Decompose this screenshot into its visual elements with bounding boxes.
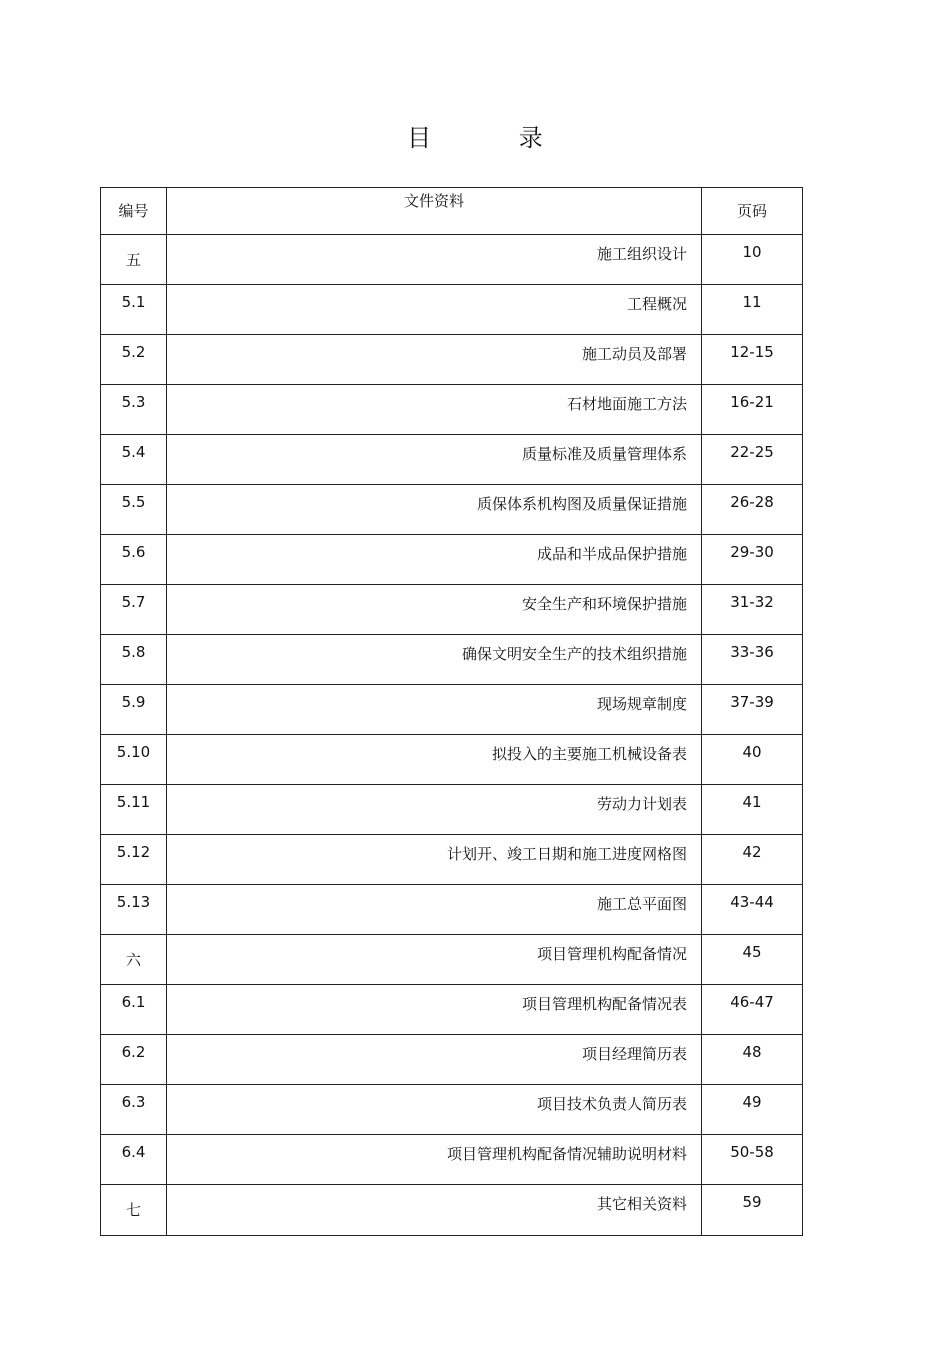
row-doc: 项目管理机构配备情况: [536, 945, 687, 963]
row-doc: 拟投入的主要施工机械设备表: [491, 745, 687, 763]
row-page-cell: [702, 985, 803, 1035]
row-doc-cell: [167, 435, 702, 485]
header-num-cell: [101, 188, 167, 235]
table-row: [101, 485, 803, 535]
row-page-cell: [702, 335, 803, 385]
row-page: 43-44: [730, 893, 774, 911]
row-num: 5.5: [121, 493, 146, 511]
row-doc: 施工组织设计: [596, 245, 687, 263]
toc-table: [100, 187, 803, 1236]
row-num: 七: [125, 1201, 141, 1219]
row-num-cell: [101, 785, 167, 835]
row-num-cell: [101, 335, 167, 385]
row-page-cell: [702, 785, 803, 835]
row-num: 5.10: [116, 743, 151, 761]
row-doc-cell: [167, 935, 702, 985]
row-page-cell: [702, 285, 803, 335]
row-doc: 成品和半成品保护措施: [536, 545, 687, 563]
table-row: [101, 885, 803, 935]
row-num: 5.3: [121, 393, 146, 411]
row-num: 6.1: [121, 993, 146, 1011]
row-doc-cell: [167, 1085, 702, 1135]
row-num-cell: [101, 485, 167, 535]
row-doc-cell: [167, 985, 702, 1035]
row-page-cell: [702, 1035, 803, 1085]
table-row: [101, 1035, 803, 1085]
row-page-cell: [702, 935, 803, 985]
table-row: [101, 935, 803, 985]
row-page-cell: [702, 485, 803, 535]
table-row: [101, 785, 803, 835]
row-page: 26-28: [730, 493, 774, 511]
table-row: [101, 1085, 803, 1135]
row-doc-cell: [167, 235, 702, 285]
table-row: [101, 835, 803, 885]
row-page: 37-39: [730, 693, 774, 711]
row-page-cell: [702, 635, 803, 685]
row-num-cell: [101, 985, 167, 1035]
row-page: 10: [742, 243, 762, 261]
table-row: [101, 535, 803, 585]
row-num: 5.1: [121, 293, 146, 311]
row-page: 29-30: [730, 543, 774, 561]
row-num-cell: [101, 535, 167, 585]
row-page-cell: [702, 535, 803, 585]
row-doc-cell: [167, 335, 702, 385]
row-doc: 施工总平面图: [596, 895, 687, 913]
row-num-cell: [101, 885, 167, 935]
row-num-cell: [101, 735, 167, 785]
row-doc: 质保体系机构图及质量保证措施: [476, 495, 687, 513]
row-doc: 安全生产和环境保护措施: [521, 595, 687, 613]
table-row: [101, 435, 803, 485]
table-row: [101, 285, 803, 335]
row-doc: 石材地面施工方法: [566, 395, 687, 413]
header-page: 页码: [736, 202, 767, 220]
row-page-cell: [702, 1085, 803, 1135]
row-doc-cell: [167, 385, 702, 435]
row-num-cell: [101, 235, 167, 285]
table-row: [101, 635, 803, 685]
row-doc: 工程概况: [626, 295, 687, 313]
header-doc-cell: [167, 188, 702, 235]
table-row: [101, 1135, 803, 1185]
row-num: 6.4: [121, 1143, 146, 1161]
row-num: 5.12: [116, 843, 151, 861]
row-page: 22-25: [730, 443, 774, 461]
row-doc: 其它相关资料: [596, 1195, 687, 1213]
row-page: 48: [742, 1043, 762, 1061]
row-num-cell: [101, 585, 167, 635]
header-doc: 文件资料: [403, 192, 464, 210]
row-doc: 项目经理简历表: [581, 1045, 687, 1063]
row-page-cell: [702, 685, 803, 735]
row-num: 六: [125, 951, 141, 969]
table-row: [101, 985, 803, 1035]
row-doc-cell: [167, 835, 702, 885]
row-page-cell: [702, 435, 803, 485]
toc-body: [101, 188, 803, 1236]
row-doc: 施工动员及部署: [581, 345, 687, 363]
row-num: 5.2: [121, 343, 146, 361]
row-page: 50-58: [730, 1143, 774, 1161]
row-num: 5.11: [116, 793, 151, 811]
row-doc: 计划开、竣工日期和施工进度网格图: [446, 845, 687, 863]
row-num-cell: [101, 1135, 167, 1185]
row-page: 11: [742, 293, 762, 311]
row-doc: 项目管理机构配备情况辅助说明材料: [446, 1145, 687, 1163]
row-page-cell: [702, 885, 803, 935]
row-doc-cell: [167, 1185, 702, 1236]
row-num: 5.8: [121, 643, 146, 661]
row-page: 49: [742, 1093, 762, 1111]
row-doc: 项目技术负责人简历表: [536, 1095, 687, 1113]
row-doc: 确保文明安全生产的技术组织措施: [461, 645, 687, 663]
row-page-cell: [702, 585, 803, 635]
row-page: 33-36: [730, 643, 774, 661]
row-num: 5.13: [116, 893, 151, 911]
row-page: 46-47: [730, 993, 774, 1011]
row-page-cell: [702, 735, 803, 785]
table-row: [101, 735, 803, 785]
row-num-cell: [101, 635, 167, 685]
row-num-cell: [101, 835, 167, 885]
row-doc-cell: [167, 735, 702, 785]
row-page: 12-15: [730, 343, 774, 361]
row-page: 40: [742, 743, 762, 761]
row-num: 6.3: [121, 1093, 146, 1111]
row-num-cell: [101, 435, 167, 485]
header-num: 编号: [118, 202, 149, 220]
table-row: [101, 685, 803, 735]
row-doc-cell: [167, 485, 702, 535]
page-title: 目 录: [407, 124, 583, 152]
row-num-cell: [101, 1035, 167, 1085]
row-doc-cell: [167, 535, 702, 585]
table-row: [101, 585, 803, 635]
row-page: 59: [742, 1193, 762, 1211]
table-row: [101, 385, 803, 435]
row-num-cell: [101, 385, 167, 435]
header-page-cell: [702, 188, 803, 235]
row-doc-cell: [167, 285, 702, 335]
row-page-cell: [702, 1135, 803, 1185]
row-doc-cell: [167, 635, 702, 685]
table-row: [101, 1185, 803, 1236]
row-doc: 现场规章制度: [596, 695, 687, 713]
row-page: 45: [742, 943, 762, 961]
row-num-cell: [101, 935, 167, 985]
row-num: 5.7: [121, 593, 146, 611]
row-num: 五: [125, 251, 141, 269]
row-doc-cell: [167, 1035, 702, 1085]
row-page-cell: [702, 1185, 803, 1236]
row-num-cell: [101, 285, 167, 335]
row-num-cell: [101, 1185, 167, 1236]
row-doc-cell: [167, 585, 702, 635]
row-doc-cell: [167, 685, 702, 735]
table-row: [101, 335, 803, 385]
row-page-cell: [702, 235, 803, 285]
toc-header-row: [101, 188, 803, 235]
row-doc: 质量标准及质量管理体系: [521, 445, 687, 463]
row-doc-cell: [167, 1135, 702, 1185]
row-doc: 劳动力计划表: [596, 795, 687, 813]
table-row: [101, 235, 803, 285]
row-doc-cell: [167, 785, 702, 835]
row-doc: 项目管理机构配备情况表: [521, 995, 687, 1013]
row-page-cell: [702, 835, 803, 885]
row-page: 16-21: [730, 393, 774, 411]
row-page: 31-32: [730, 593, 774, 611]
row-page: 42: [742, 843, 762, 861]
row-page-cell: [702, 385, 803, 435]
row-num: 5.4: [121, 443, 146, 461]
row-num-cell: [101, 685, 167, 735]
row-num: 6.2: [121, 1043, 146, 1061]
row-page: 41: [742, 793, 762, 811]
row-num-cell: [101, 1085, 167, 1135]
row-num: 5.9: [121, 693, 146, 711]
row-num: 5.6: [121, 543, 146, 561]
row-doc-cell: [167, 885, 702, 935]
